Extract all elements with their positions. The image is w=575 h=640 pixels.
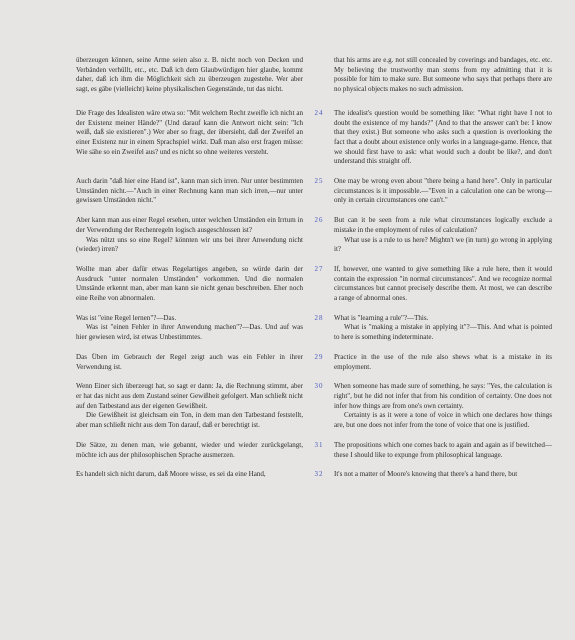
paragraph-row [0, 216, 575, 255]
section-number: 25 [314, 177, 324, 186]
german-paragraph: überzeugen können, seine Arme seien also z. B. nicht noch von Decken und Verbänden verhüllt, etc., etc. Daß ich dem Glaubwürdigen hier glaube, kommt daher, daß ich ihm die Möglichkeit sich zu überzeugen zugestehe. Wer aber sagt, es gäbe (vielleicht) keine physikalischen Gegenstände, tut das nicht. [76, 56, 303, 94]
english-text [334, 314, 552, 343]
english-paragraph: Certainty is as it were a tone of voice in which one declares how things are, but one does not infer from the tone of voice that one is justified. [334, 411, 552, 430]
german-text [76, 265, 303, 304]
english-paragraph: The propositions which one comes back to again and again as if bewitched—these I should like to expunge from philosophical language. [334, 440, 552, 459]
english-text [334, 56, 552, 95]
paragraph-row [0, 353, 575, 372]
paragraph-row [0, 109, 575, 167]
paragraph-row [0, 314, 575, 343]
german-paragraph: Die Frage des Idealisten wäre etwa so: "Mit welchem Recht zweifle ich nicht an der Existenz meiner Hände?" (Und darauf kann die Antwort nicht sein: "Ich weiß, daß sie existieren".) Wer aber so fragt, der übersieht, daß der Zweifel an einer Existenz nur in einem Sprachspiel wirkt. Daß man also erst fragen müsse: Wie sähe so ein Zweifel aus? und es nicht so ohne weiteres versteht. [76, 108, 303, 156]
english-paragraph: But can it be seen from a rule what circumstances logically exclude a mistake in the employment of rules of calculation? [334, 216, 552, 234]
paragraph-row [0, 56, 575, 95]
section-number: 28 [314, 313, 324, 322]
section-number: 30 [314, 382, 324, 391]
section-number: 26 [314, 216, 324, 225]
german-paragraph: Wenn Einer sich überzeugt hat, so sagt er dann: Ja, die Rechnung stimmt, aber er hat das nicht aus dem Zustand seiner Gewißheit gefolgert. Man schließt nicht auf den Tatbestand aus der eigenen Gewißheit. [76, 382, 303, 410]
german-text [76, 177, 303, 206]
english-paragraph: If, however, one wanted to give something like a rule here, then it would contain the expression "in normal circumstances". And we recognize normal circumstances but cannot precisely describe them. At most, we can describe a range of abnormal ones. [334, 264, 552, 303]
english-text [334, 265, 552, 304]
english-text [334, 109, 552, 167]
german-paragraph: Es handelt sich nicht darum, daß Moore wisse, es sei da eine Hand, [76, 470, 266, 479]
english-text [334, 470, 552, 480]
german-text [76, 216, 303, 255]
english-text [334, 177, 552, 206]
english-paragraph: that his arms are e.g. not still concealed by coverings and bandages, etc. etc. My believing the trustworthy man stems from my admitting that it is possible for him to make sure. But someone who says that perhaps there are no physical objects makes no such admission. [334, 56, 552, 94]
english-paragraph: What is "making a mistake in applying it"?—This. And what is pointed to here is something indeterminate. [334, 323, 552, 342]
german-paragraph: Wollte man aber dafür etwas Regelartiges angeben, so würde darin der Ausdruck "unter normalen Umständen" vorkommen. Und die normalen Umstände erkennt man, aber man kann sie nicht genau beschreiben. Eher noch eine Reihe von abnormalen. [76, 264, 303, 303]
english-paragraph: One may be wrong even about "there being a hand here". Only in particular circumstances is it impossible.—"Even in a calculation one can be wrong—only in certain circumstances one can't." [334, 177, 552, 205]
english-paragraph: It's not a matter of Moore's knowing that there's a hand there, but [334, 470, 518, 479]
german-text [76, 56, 303, 95]
paragraph-row [0, 470, 575, 480]
paragraph-row [0, 441, 575, 460]
english-paragraph: When someone has made sure of something, he says: "Yes, the calculation is right", but he did not infer that from his condition of certainty. One does not infer how things are from one's own certainty. [334, 382, 552, 410]
paragraph-row [0, 177, 575, 206]
paragraph-row [0, 382, 575, 431]
german-paragraph: Die Gewißheit ist gleichsam ein Ton, in dem man den Tatbestand feststellt, aber man schließt nicht aus dem Ton darauf, daß er berechtigt ist. [76, 411, 303, 430]
english-paragraph: Practice in the use of the rule also shews what is a mistake in its employment. [334, 352, 552, 371]
section-number: 29 [314, 352, 324, 361]
german-text [76, 382, 303, 431]
section-number: 32 [314, 470, 324, 479]
german-text [76, 353, 303, 372]
section-number: 31 [314, 440, 324, 449]
section-number: 27 [314, 264, 324, 273]
german-text [76, 441, 303, 460]
german-paragraph: Das Üben im Gebrauch der Regel zeigt auch was ein Fehler in ihrer Verwendung ist. [76, 352, 303, 371]
german-paragraph: Was ist "einen Fehler in ihrer Anwendung machen"?—Das. Und auf was hier gewiesen wird, ist etwas Unbestimmtes. [76, 323, 303, 342]
section-number: 24 [314, 108, 324, 117]
german-paragraph: Was nützt uns so eine Regel? könnten wir uns bei ihrer Anwendung nicht (wieder) irren? [76, 235, 303, 254]
german-text [76, 314, 303, 343]
german-paragraph: Was ist "eine Regel lernen"?—Das. [76, 313, 177, 322]
english-paragraph: The idealist's question would be something like: "What right have I not to doubt the existence of my hands?" (And to that the answer can't be: I know that they exist.) But someone who asks such a question is overlooking the fact that a doubt about existence only works in a language-game. Hence, that we should first have to ask: what would such a doubt be like?, and don't understand this straight off. [334, 108, 552, 166]
english-paragraph: What is "learning a rule"?—This. [334, 313, 429, 322]
paragraph-row [0, 265, 575, 304]
english-text [334, 353, 552, 372]
german-text [76, 109, 303, 158]
german-text [76, 470, 303, 480]
german-paragraph: Aber kann man aus einer Regel ersehen, unter welchen Umständen ein Irrtum in der Verwendung der Rechenregeln logisch ausgeschlossen ist? [76, 216, 303, 234]
german-paragraph: Die Sätze, zu denen man, wie gebannt, wieder und wieder zurückgelangt, möchte ich aus der philosophischen Sprache ausmerzen. [76, 440, 303, 459]
english-text [334, 441, 552, 460]
english-paragraph: What use is a rule to us here? Mightn't we (in turn) go wrong in applying it? [334, 235, 552, 254]
english-text [334, 382, 552, 431]
german-paragraph: Auch darin "daß hier eine Hand ist", kann man sich irren. Nur unter bestimmten Umständen nicht.—"Auch in einer Rechnung kann man sich irren,—nur unter gewissen Umständen nicht." [76, 177, 303, 205]
english-text [334, 216, 552, 255]
